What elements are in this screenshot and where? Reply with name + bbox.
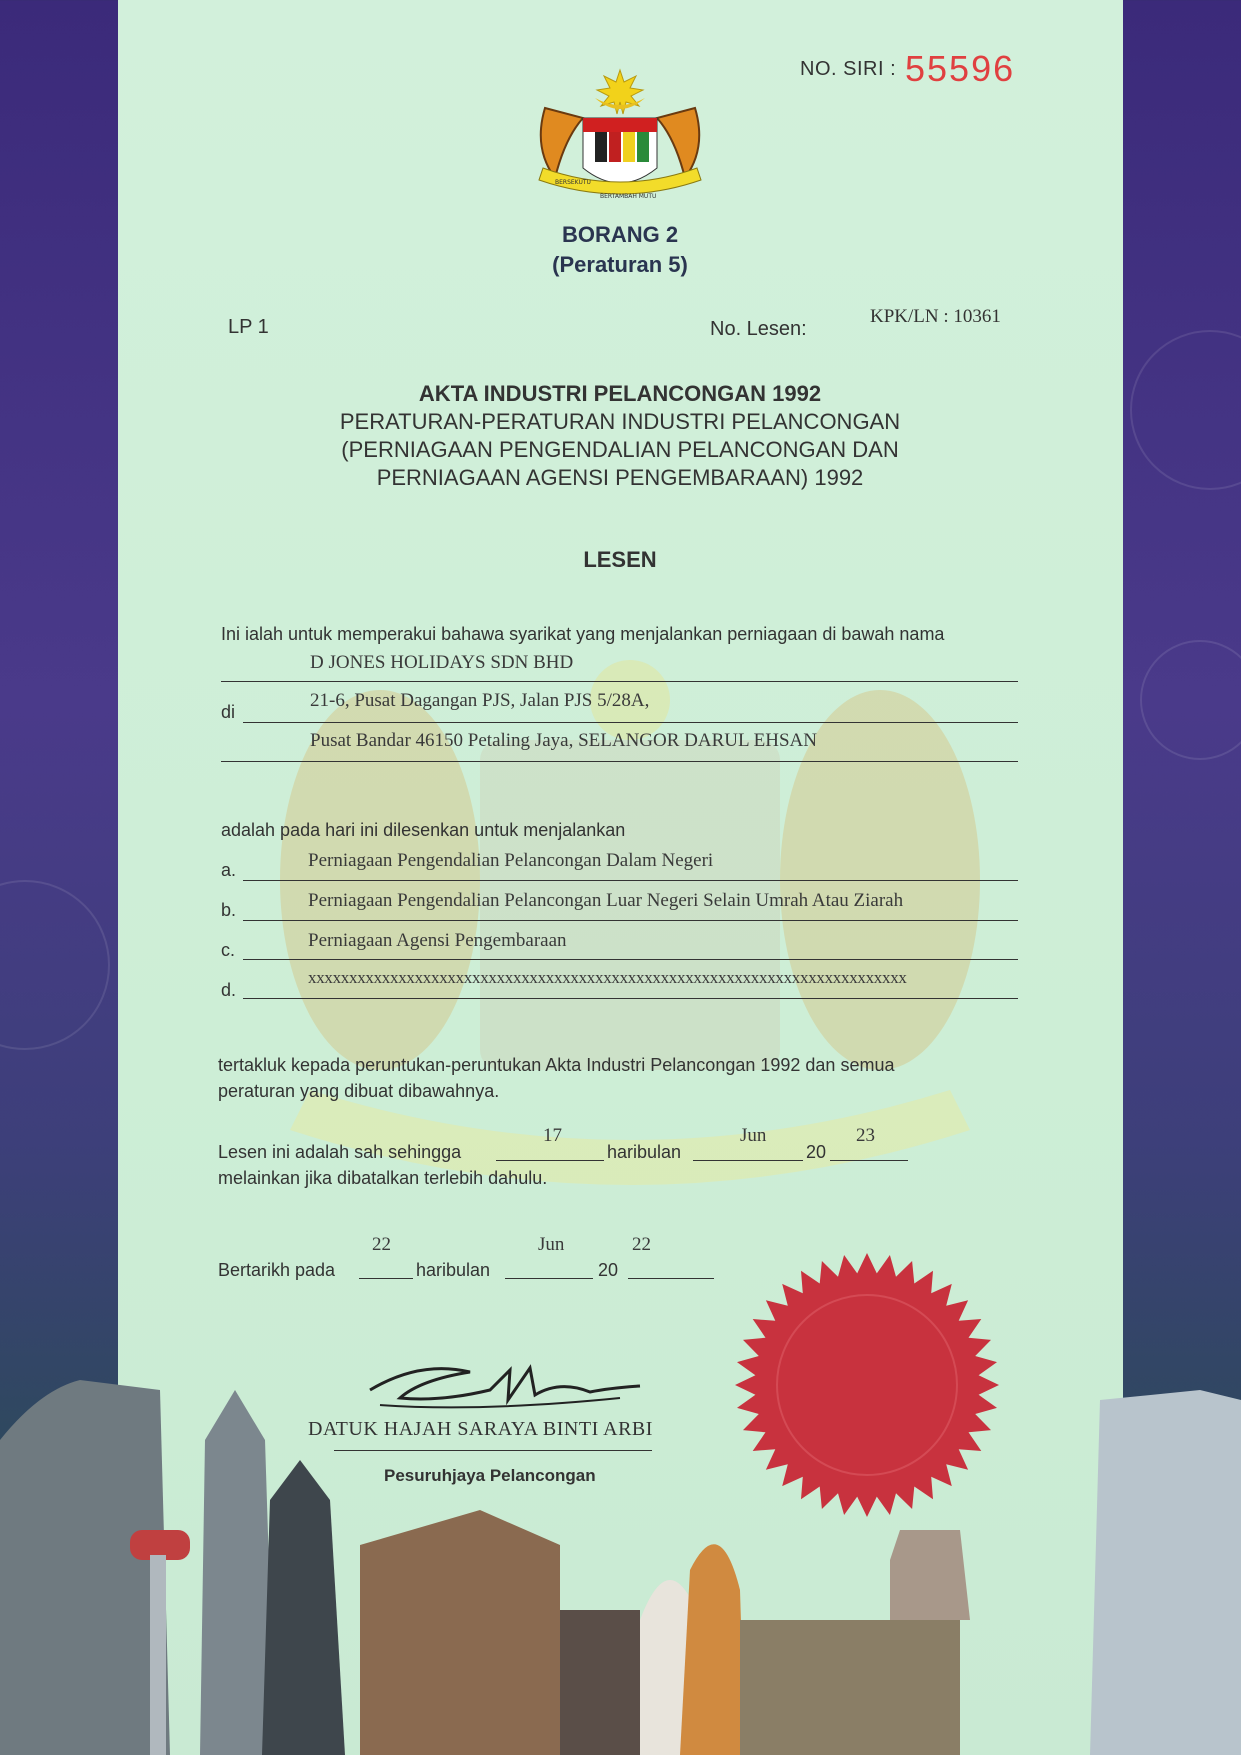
- kuala-lumpur-skyline-image: [0, 1360, 1241, 1755]
- form-number: BORANG 2: [561, 222, 679, 247]
- act-line-3: PERNIAGAAN AGENSI PENGEMBARAAN) 1992: [376, 465, 864, 490]
- validity-year-underline: [830, 1160, 908, 1161]
- serial-number: 55596: [905, 48, 1016, 89]
- address-underline-1: [243, 722, 1018, 723]
- validity-century: 20: [806, 1142, 827, 1162]
- item-b-value: Perniagaan Pengendalian Pelancongan Luar Negeri Selain Umrah Atau Ziarah: [308, 890, 904, 911]
- license-no-value: KPK/LN : 10361: [870, 306, 1001, 327]
- subject-to-line-1: tertakluk kepada peruntukan-peruntukan Akta Industri Pelancongan 1992 dan semua: [218, 1055, 895, 1075]
- dated-day: 22: [372, 1234, 391, 1255]
- license-no-label: No. Lesen:: [710, 318, 807, 340]
- validity-day-underline: [496, 1160, 604, 1161]
- dated-month: Jun: [538, 1234, 565, 1255]
- item-c-label: c.: [221, 940, 236, 960]
- dated-century: 20: [598, 1260, 619, 1280]
- item-c-underline: [243, 959, 1018, 960]
- crest-motto-left: BERSEKUTU: [555, 179, 591, 186]
- background-swirl: [1140, 640, 1241, 760]
- dated-year-underline: [628, 1278, 714, 1279]
- form-title: [420, 220, 820, 280]
- dated-day-underline: [359, 1278, 413, 1279]
- act-title: AKTA INDUSTRI PELANCONGAN 1992: [418, 381, 822, 406]
- crest-motto-bottom: BERTAMBAH MUTU: [600, 193, 657, 200]
- item-a-label: a.: [221, 860, 237, 880]
- coat-of-arms-emblem: [525, 68, 715, 210]
- lp-code: LP 1: [228, 316, 269, 338]
- item-a-underline: [243, 880, 1018, 881]
- signatory-title: Pesuruhjaya Pelancongan: [384, 1466, 596, 1485]
- act-line-1: PERATURAN-PERATURAN INDUSTRI PELANCONGAN: [339, 409, 901, 434]
- address-line-1: 21-6, Pusat Dagangan PJS, Jalan PJS 5/28A,: [310, 690, 650, 711]
- validity-month-underline: [693, 1160, 803, 1161]
- item-d-value: xxxxxxxxxxxxxxxxxxxxxxxxxxxxxxxxxxxxxxxxxxxxxxxxxxxxxxxxxxxxxxxxxxxxxxxxx: [308, 968, 907, 987]
- company-name: D JONES HOLIDAYS SDN BHD: [310, 652, 574, 673]
- validity-unless: melainkan jika dibatalkan terlebih dahulu.: [218, 1168, 548, 1188]
- validity-day: 17: [543, 1125, 562, 1146]
- item-b-label: b.: [221, 900, 237, 920]
- item-d-label: d.: [221, 980, 237, 1000]
- item-a-value: Perniagaan Pengendalian Pelancongan Dalam Negeri: [308, 850, 714, 871]
- validity-text: Lesen ini adalah sah sehingga: [218, 1142, 462, 1162]
- act-heading: [300, 380, 940, 492]
- validity-haribulan: haribulan: [607, 1142, 682, 1162]
- background-swirl: [1130, 330, 1241, 490]
- address-underline-2: [221, 761, 1018, 762]
- di-label: di: [221, 702, 236, 722]
- validity-year: 23: [856, 1125, 875, 1146]
- dated-year: 22: [632, 1234, 651, 1255]
- item-b-underline: [243, 920, 1018, 921]
- serial-label: NO. SIRI :: [800, 58, 897, 80]
- background-swirl: [0, 880, 110, 1050]
- act-line-2: (PERNIAGAAN PENGENDALIAN PELANCONGAN DAN: [341, 437, 899, 462]
- item-c-value: Perniagaan Agensi Pengembaraan: [308, 930, 567, 951]
- address-line-2: Pusat Bandar 46150 Petaling Jaya, SELANGOR DARUL EHSAN: [310, 730, 817, 751]
- dated-text: Bertarikh pada: [218, 1260, 336, 1280]
- licensed-for-text: adalah pada hari ini dilesenkan untuk menjalankan: [221, 820, 626, 840]
- signatory-name: DATUK HAJAH SARAYA BINTI ARBI: [308, 1418, 653, 1440]
- dated-month-underline: [505, 1278, 593, 1279]
- subject-to-line-2: peraturan yang dibuat dibawahnya.: [218, 1081, 500, 1101]
- dated-haribulan: haribulan: [416, 1260, 491, 1280]
- validity-month: Jun: [740, 1125, 767, 1146]
- form-regulation: (Peraturan 5): [552, 252, 688, 277]
- intro-text: Ini ialah untuk memperakui bahawa syarikat yang menjalankan perniagaan di bawah nama: [221, 624, 945, 644]
- license-heading: LESEN: [583, 547, 657, 572]
- item-d-underline: [243, 998, 1018, 999]
- company-underline: [221, 681, 1018, 682]
